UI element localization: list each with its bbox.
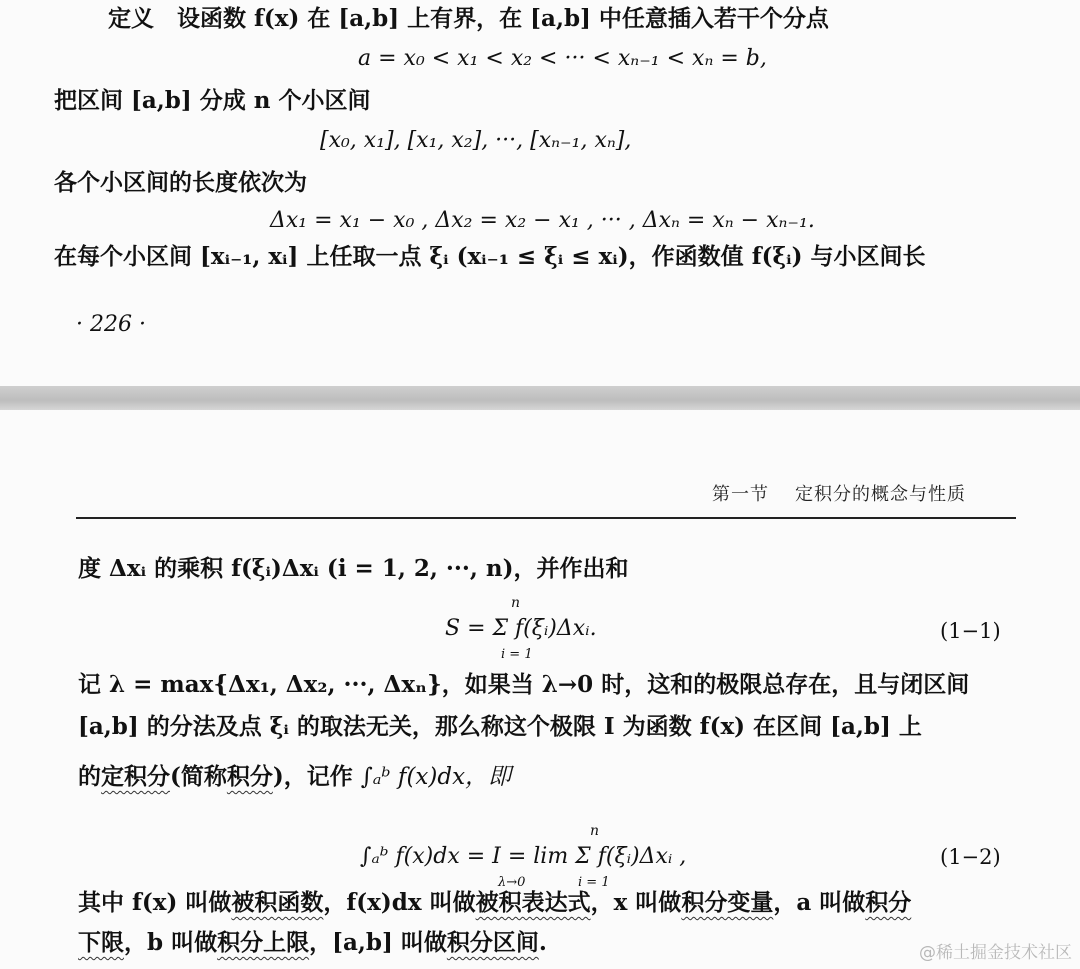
equation-number-1: (1−1): [940, 619, 1001, 643]
independence-line: [a,b] 的分法及点 ξᵢ 的取法无关，那么称这个极限 I 为函数 f(x) 在区间 [a,b] 上: [78, 713, 922, 740]
pick-point-line: 在每个小区间 [xᵢ₋₁, xᵢ] 上任取一点 ξᵢ (xᵢ₋₁ ≤ ξᵢ ≤ xᵢ)，作函数值 f(ξᵢ) 与小区间长: [54, 243, 926, 270]
text-where: 其中 f(x) 叫做: [78, 889, 232, 916]
text-x: ，x 叫做: [590, 889, 682, 916]
section-title: 定积分的概念与性质: [795, 484, 966, 505]
sum-upper: n: [511, 595, 521, 611]
limit-line: 记 λ = max{Δx₁, Δx₂, ···, Δxₙ}，如果当 λ→0 时，这和的极限总存在，且与闭区间: [78, 671, 970, 698]
sum2-upper: n: [590, 823, 600, 839]
term-definite-integral: 定积分: [101, 763, 170, 790]
page-separator: [0, 386, 1080, 410]
text-fxdx: ，f(x)dx 叫做: [323, 889, 476, 916]
header-rule: [76, 517, 1016, 519]
text-interval: ，[a,b] 叫做: [309, 929, 447, 956]
page-upper: [0, 0, 1080, 386]
term-integrand-expression: 被积表达式: [475, 889, 591, 916]
sum-body: S = Σ f(ξᵢ)Δxᵢ.: [445, 616, 597, 641]
text-b: ，b 叫做: [124, 929, 218, 956]
integral-notation: ∫ₐᵇ f(x)dx，即: [360, 764, 512, 790]
lim-subscript: λ→0: [498, 875, 526, 890]
section-header: [712, 480, 966, 506]
term-lower-limit-start: 积分: [865, 889, 912, 916]
delta-equation: Δx₁ = x₁ − x₀ , Δx₂ = x₂ − x₁ , ··· , Δxₙ = xₙ − xₙ₋₁.: [270, 208, 815, 233]
sum-equation: [445, 595, 597, 662]
term-lower-limit-end: 下限: [78, 929, 124, 956]
sum2-lower: i = 1: [578, 875, 610, 890]
terms-line-2: [78, 928, 547, 958]
page-lower: [0, 410, 1080, 969]
page-number: · 226 ·: [76, 312, 146, 337]
watermark: @稀土掘金技术社区: [919, 943, 1072, 963]
term-integration-variable: 积分变量: [681, 889, 774, 916]
partition-points-equation: a = x₀ < x₁ < x₂ < ··· < xₙ₋₁ < xₙ = b,: [358, 46, 767, 71]
split-line: 把区间 [a,b] 分成 n 个小区间: [54, 87, 371, 114]
text-de: 的: [78, 763, 101, 790]
text-a: ，a 叫做: [773, 889, 866, 916]
term-integrand: 被积函数: [231, 889, 324, 916]
lengths-line: 各个小区间的长度依次为: [54, 169, 307, 196]
text-abbr: (简称: [170, 763, 227, 790]
integral-equation: [360, 823, 687, 890]
definite-integral-line: [78, 762, 511, 792]
equation-number-2: (1−2): [940, 845, 1001, 869]
term-integration-interval: 积分区间: [446, 929, 539, 956]
text-denoted: )，记作: [272, 763, 353, 790]
term-integral: 积分: [226, 763, 273, 790]
sum-lower: i = 1: [501, 647, 533, 662]
definition-line: 定义 设函数 f(x) 在 [a,b] 上有界，在 [a,b] 中任意插入若干个分点: [108, 5, 829, 32]
term-upper-limit: 积分上限: [217, 929, 310, 956]
product-line: 度 Δxᵢ 的乘积 f(ξᵢ)Δxᵢ (i = 1, 2, ···, n)，并作出和: [78, 555, 629, 582]
integral-equation-body: ∫ₐᵇ f(x)dx = I = lim Σ f(ξᵢ)Δxᵢ ,: [360, 844, 687, 869]
intervals-equation: [x₀, x₁], [x₁, x₂], ···, [xₙ₋₁, xₙ],: [320, 128, 632, 153]
terms-line-1: [78, 888, 911, 918]
section-number: 第一节: [712, 484, 769, 505]
text-period: .: [538, 929, 547, 956]
